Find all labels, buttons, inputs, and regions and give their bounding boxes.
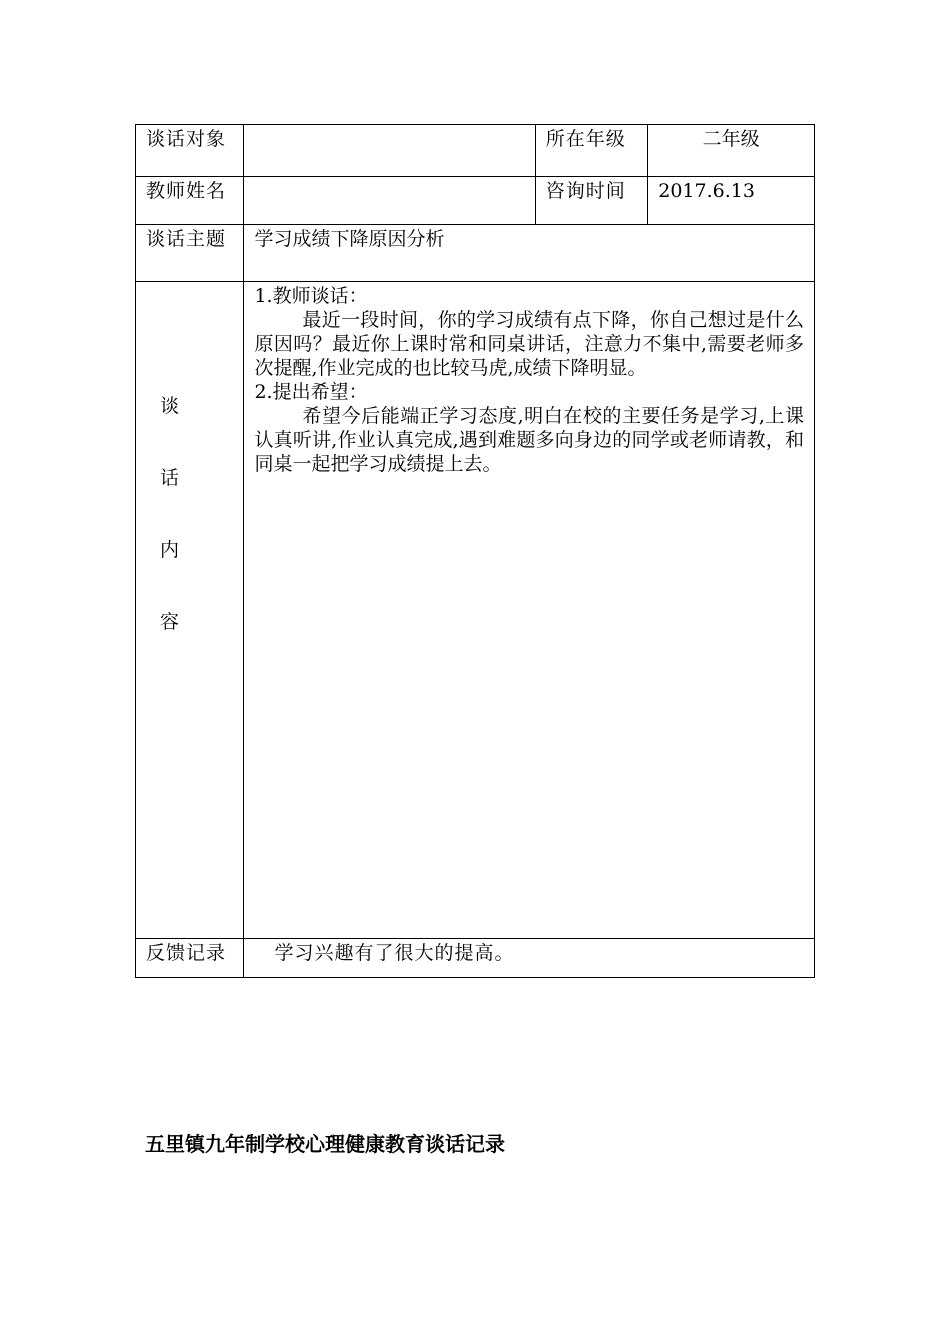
- row-teacher-time: [136, 177, 815, 225]
- content-heading-2: 2.提出希望：: [254, 381, 368, 403]
- row-content: [136, 282, 815, 939]
- label-content-char-2: 话: [160, 467, 180, 489]
- row-topic: [136, 225, 815, 282]
- content-heading-1: 1.教师谈话：: [254, 285, 368, 307]
- label-topic: 谈话主题: [136, 225, 244, 282]
- label-subject: 谈话对象: [136, 125, 244, 177]
- label-grade: 所在年级: [535, 125, 647, 177]
- value-time: 2017.6.13: [648, 177, 815, 225]
- label-feedback: 反馈记录: [136, 939, 244, 978]
- value-content: [244, 282, 815, 939]
- row-feedback: [136, 939, 815, 978]
- page-title: 五里镇九年制学校心理健康教育谈话记录: [145, 1132, 505, 1156]
- talk-record-table: [135, 124, 815, 978]
- label-content-char-1: 谈: [160, 395, 180, 417]
- value-grade: 二年级: [648, 125, 815, 177]
- label-content-char-3: 内: [160, 539, 180, 561]
- value-topic: 学习成绩下降原因分析: [244, 225, 815, 282]
- label-time: 咨询时间: [535, 177, 647, 225]
- content-paragraph-2: 希望今后能端正学习态度,明白在校的主要任务是学习,上课认真听讲,作业认真完成,遇到难题多向身边的同学或老师请教，和同桌一起把学习成绩提上去。: [254, 405, 804, 475]
- value-subject: [244, 125, 535, 177]
- label-teacher: 教师姓名: [136, 177, 244, 225]
- label-content-char-4: 容: [160, 611, 180, 633]
- content-paragraph-1: 最近一段时间，你的学习成绩有点下降，你自己想过是什么原因吗？最近你上课时常和同桌讲话，注意力不集中,需要老师多次提醒,作业完成的也比较马虎,成绩下降明显。: [254, 309, 804, 379]
- value-teacher: [244, 177, 535, 225]
- row-subject-grade: [136, 125, 815, 177]
- label-content: [136, 282, 244, 939]
- value-feedback: 学习兴趣有了很大的提高。: [244, 939, 815, 978]
